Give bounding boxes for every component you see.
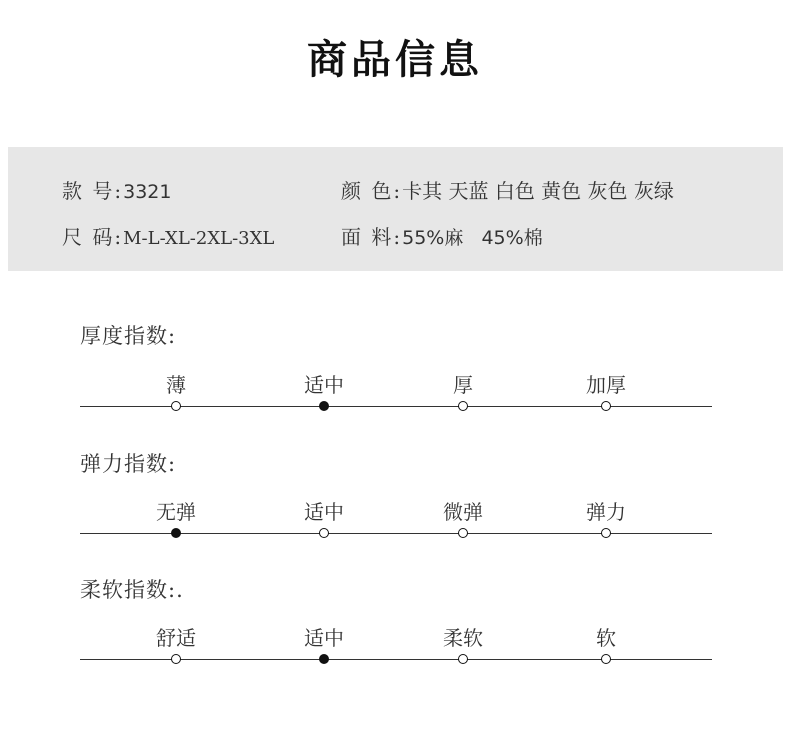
fabric-value: 55%麻 45%棉 bbox=[402, 227, 543, 249]
style-number-row bbox=[62, 175, 171, 204]
elasticity-index-label: 弹力指数: bbox=[80, 452, 177, 476]
scale-option-label: 薄 bbox=[166, 373, 186, 397]
scale-option bbox=[443, 500, 483, 543]
color-row bbox=[341, 175, 674, 204]
scale-option bbox=[453, 373, 473, 416]
product-info-panel bbox=[8, 147, 783, 271]
page-title: 商品信息 bbox=[307, 37, 483, 83]
softness-scale bbox=[80, 626, 712, 669]
scale-dot bbox=[601, 528, 611, 538]
scale-option-label: 适中 bbox=[304, 626, 344, 650]
scale-option bbox=[304, 500, 344, 543]
elasticity-scale bbox=[80, 500, 712, 543]
scale-option-label: 舒适 bbox=[156, 626, 196, 650]
fabric-label: 面 料: bbox=[341, 225, 403, 249]
scale-option-label: 加厚 bbox=[586, 373, 626, 397]
size-value: M-L-XL-2XL-3XL bbox=[123, 228, 275, 249]
scale-dot-selected bbox=[171, 528, 181, 538]
scale-dot-selected bbox=[319, 401, 329, 411]
scale-option bbox=[443, 626, 483, 669]
scale-dot bbox=[171, 654, 181, 664]
scale-dot bbox=[601, 654, 611, 664]
scale-option bbox=[166, 373, 186, 416]
scale-option bbox=[156, 626, 196, 669]
thickness-index-label: 厚度指数: bbox=[80, 324, 177, 348]
scale-dot bbox=[171, 401, 181, 411]
scale-dot bbox=[601, 401, 611, 411]
softness-index-label: 柔软指数:. bbox=[80, 578, 184, 602]
scale-dot-selected bbox=[319, 654, 329, 664]
scale-option-label: 微弹 bbox=[443, 500, 483, 524]
scale-dot bbox=[458, 528, 468, 538]
style-number-label: 款 号: bbox=[62, 179, 124, 203]
scale-option-label: 适中 bbox=[304, 373, 344, 397]
scale-option bbox=[596, 626, 616, 669]
scale-option-label: 厚 bbox=[453, 373, 473, 397]
thickness-scale bbox=[80, 373, 712, 416]
scale-option bbox=[156, 500, 196, 543]
scale-option-label: 弹力 bbox=[586, 500, 626, 524]
size-row bbox=[62, 221, 274, 250]
scale-option-label: 无弹 bbox=[156, 500, 196, 524]
scale-option bbox=[586, 373, 626, 416]
fabric-row bbox=[341, 221, 543, 250]
color-value: 卡其 天蓝 白色 黄色 灰色 灰绿 bbox=[402, 179, 674, 203]
size-label: 尺 码: bbox=[62, 225, 124, 249]
scale-option bbox=[586, 500, 626, 543]
style-number-value: 3321 bbox=[123, 181, 172, 203]
color-label: 颜 色: bbox=[341, 179, 403, 203]
scale-option bbox=[304, 373, 344, 416]
scale-dot bbox=[458, 401, 468, 411]
scale-dot bbox=[458, 654, 468, 664]
scale-option-label: 柔软 bbox=[443, 626, 483, 650]
scale-dot bbox=[319, 528, 329, 538]
scale-option bbox=[304, 626, 344, 669]
scale-option-label: 适中 bbox=[304, 500, 344, 524]
scale-option-label: 软 bbox=[596, 626, 616, 650]
